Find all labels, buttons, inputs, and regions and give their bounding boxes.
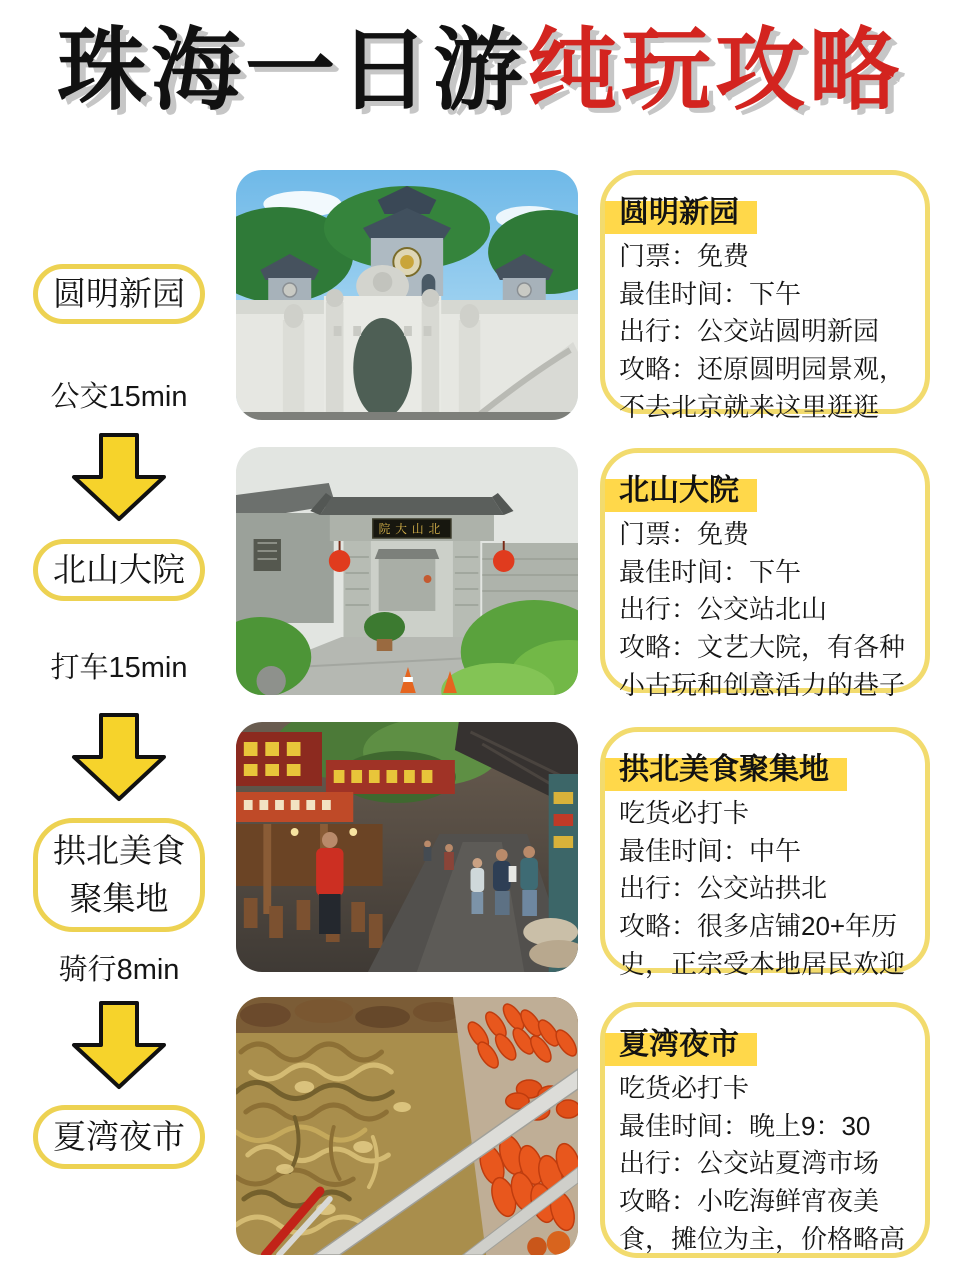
stop-badge-yuanmingxinyuan	[33, 264, 205, 324]
down-arrow-icon	[71, 712, 167, 802]
page-title-black: 珠海一日游	[57, 21, 527, 121]
transit-label-taxi: 打车15min	[50, 652, 188, 684]
stop-label-line2: 聚集地	[69, 880, 169, 917]
page-title	[0, 22, 960, 121]
down-arrow-icon	[71, 1000, 167, 1090]
info-card-xiawan	[600, 1002, 930, 1258]
transit-label-bus: 公交15min	[50, 381, 188, 413]
card-line-transport: 出行：公交站北山	[619, 594, 828, 625]
down-arrow-icon	[71, 432, 167, 522]
card-line-transport: 出行：公交站圆明新园	[619, 316, 880, 347]
photo-xiawan-night-market	[236, 997, 578, 1255]
card-line-transport: 出行：公交站夏湾市场	[619, 1148, 880, 1179]
card-title: 北山大院	[605, 465, 757, 512]
info-card-yuanmingxinyuan	[600, 170, 930, 422]
stop-badge-beishan	[33, 539, 205, 601]
page-title-red: 纯玩攻略	[527, 21, 903, 121]
stop-label-line1: 拱北美食	[53, 832, 185, 870]
card-line-ticket: 门票：免费	[619, 519, 750, 549]
photo-beishan-dayuan	[236, 447, 578, 695]
card-line-transport: 出行：公交站拱北	[619, 873, 828, 904]
card-line-ticket: 门票：免费	[619, 241, 750, 271]
card-line-tips: 攻略：很多店铺20+年历史，正宗受本地居民欢迎	[619, 911, 906, 979]
card-line-foodie: 吃货必打卡	[619, 798, 750, 828]
card-line-best-time: 最佳时间：下午	[619, 278, 802, 309]
photo-yuanmingxinyuan	[236, 170, 578, 420]
card-line-best-time: 最佳时间：晚上9：30	[619, 1110, 871, 1141]
stop-badge-gongbei	[33, 818, 205, 932]
info-card-gongbei	[600, 727, 930, 979]
card-line-tips: 攻略：文艺大院，有各种小古玩和创意活力的巷子	[619, 632, 906, 700]
stop-label: 圆明新园	[53, 275, 185, 313]
card-line-best-time: 最佳时间：中午	[619, 835, 802, 866]
transit-label-bike: 骑行8min	[58, 954, 180, 986]
photo-gongbei-food-street	[236, 722, 578, 972]
stop-badge-xiawan	[33, 1105, 205, 1169]
info-card-beishan	[600, 448, 930, 700]
card-line-tips: 攻略：还原圆明园景观，不去北京就来这里逛逛	[619, 354, 906, 422]
card-title: 拱北美食聚集地	[605, 744, 847, 791]
card-line-best-time: 最佳时间：下午	[619, 556, 802, 587]
gate-plaque-text: 院大山北	[378, 521, 446, 537]
card-title: 夏湾夜市	[605, 1019, 757, 1066]
stop-label: 夏湾夜市	[53, 1118, 185, 1156]
card-title: 圆明新园	[605, 187, 757, 234]
card-line-foodie: 吃货必打卡	[619, 1073, 750, 1103]
card-line-tips: 攻略：小吃海鲜宵夜美食，摊位为主，价格略高	[619, 1186, 906, 1254]
stop-label: 北山大院	[53, 551, 185, 589]
